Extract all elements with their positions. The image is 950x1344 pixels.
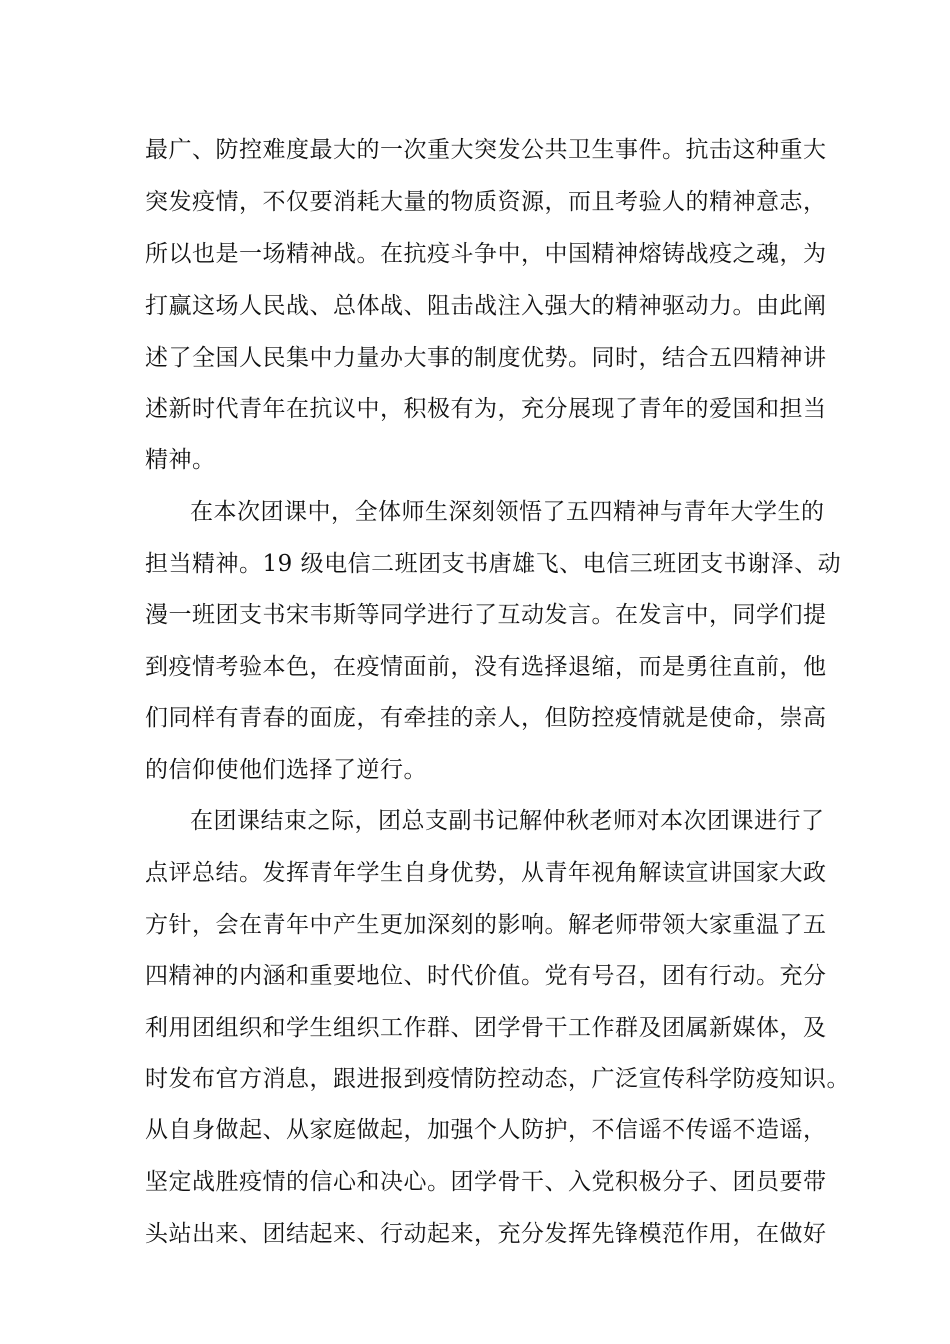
text-line: 述新时代青年在抗议中，积极有为，充分展现了青年的爱国和担当 [145, 396, 827, 422]
text-line: 方针，会在青年中产生更加深刻的影响。解老师带领大家重温了五 [145, 912, 827, 938]
text-line: 四精神的内涵和重要地位、时代价值。党有号召，团有行动。充分 [145, 963, 827, 989]
text-line: 漫一班团支书宋韦斯等同学进行了互动发言。在发言中，同学们提 [145, 602, 827, 628]
text-line: 在团课结束之际，团总支副书记解仲秋老师对本次团课进行了 [190, 808, 825, 834]
text-line: 在本次团课中，全体师生深刻领悟了五四精神与青年大学生的 [190, 499, 825, 525]
text-line: 担当精神。19 级电信二班团支书唐雄飞、电信三班团支书谢泽、动 [145, 551, 842, 577]
text-line: 最广、防控难度最大的一次重大突发公共卫生事件。抗击这种重大 [145, 137, 827, 163]
text-line: 时发布官方消息，跟进报到疫情防控动态，广泛宣传科学防疫知识。 [145, 1066, 850, 1092]
text-line: 从自身做起、从家庭做起，加强个人防护，不信谣不传谣不造谣， [145, 1117, 827, 1143]
text-line: 的信仰使他们选择了逆行。 [145, 757, 427, 783]
text-line: 头站出来、团结起来、行动起来，充分发挥先锋模范作用，在做好 [145, 1221, 827, 1247]
text-line: 坚定战胜疫情的信心和决心。团学骨干、入党积极分子、团员要带 [145, 1169, 827, 1195]
text-line: 述了全国人民集中力量办大事的制度优势。同时，结合五四精神讲 [145, 345, 827, 371]
text-line: 利用团组织和学生组织工作群、团学骨干工作群及团属新媒体，及 [145, 1015, 827, 1041]
text-line: 点评总结。发挥青年学生自身优势，从青年视角解读宣讲国家大政 [145, 860, 827, 886]
text-line: 到疫情考验本色，在疫情面前，没有选择退缩，而是勇往直前，他 [145, 654, 827, 680]
text-line: 们同样有青春的面庞，有牵挂的亲人，但防控疫情就是使命，崇高 [145, 705, 827, 731]
text-line: 打赢这场人民战、总体战、阻击战注入强大的精神驱动力。由此阐 [145, 293, 827, 319]
text-line: 所以也是一场精神战。在抗疫斗争中，中国精神熔铸战疫之魂，为 [145, 241, 827, 267]
text-line: 精神。 [145, 447, 216, 473]
text-line: 突发疫情，不仅要消耗大量的物质资源，而且考验人的精神意志， [145, 189, 827, 215]
